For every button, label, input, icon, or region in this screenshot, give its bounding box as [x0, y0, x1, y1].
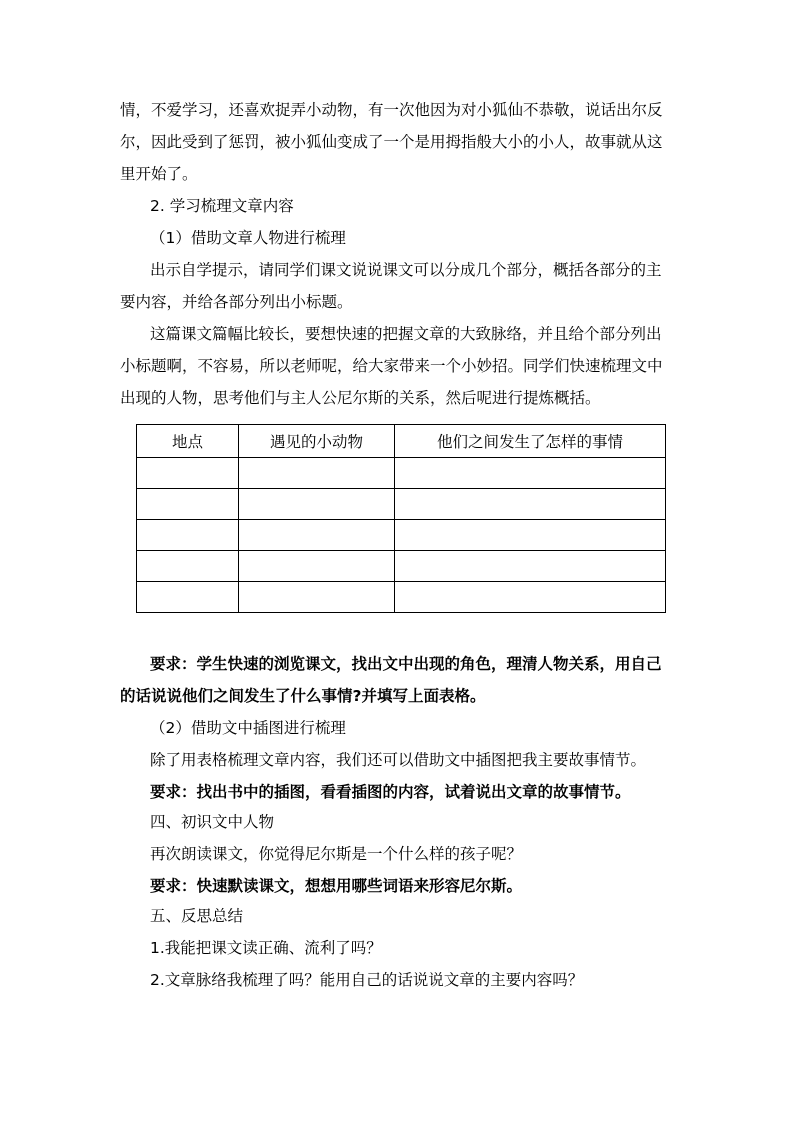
table-row — [137, 458, 666, 489]
table-row — [137, 582, 666, 613]
subsection-heading: （2）借助文中插图进行梳理 — [150, 719, 346, 737]
table-cell — [239, 582, 395, 613]
paragraph-line: 尔，因此受到了惩罚，被小狐仙变成了一个是用拇指般大小的小人，故事就从这 — [120, 133, 663, 151]
table-cell — [239, 458, 395, 489]
table-cell — [137, 582, 239, 613]
table-cell — [239, 489, 395, 520]
paragraph-line: 情，不爱学习，还喜欢捉弄小动物，有一次他因为对小狐仙不恭敬，说话出尔反 — [120, 101, 663, 119]
paragraph-line: 再次朗读课文，你觉得尼尔斯是一个什么样的孩子呢？ — [150, 845, 523, 863]
requirement-text: 要求：找出书中的插图，看看插图的内容，试着说出文章的故事情节。 — [150, 783, 631, 801]
table-cell — [137, 489, 239, 520]
paragraph-line: 要内容，并给各部分列出小标题。 — [120, 293, 353, 311]
summary-table — [136, 424, 666, 613]
paragraph-line: 除了用表格梳理文章内容，我们还可以借助文中插图把我主要故事情节。 — [150, 751, 647, 769]
paragraph-line: 里开始了。 — [120, 165, 198, 183]
section-heading: 2. 学习梳理文章内容 — [150, 197, 294, 215]
requirement-text: 要求：学生快速的浏览课文，找出文中出现的角色，理清人物关系，用自己 — [150, 655, 662, 673]
subsection-heading: （1）借助文章人物进行梳理 — [150, 229, 346, 247]
paragraph-line: 出现的人物，思考他们与主人公尼尔斯的关系，然后呢进行提炼概括。 — [120, 389, 601, 407]
table-cell — [395, 582, 666, 613]
table-cell — [137, 551, 239, 582]
table-row — [137, 489, 666, 520]
paragraph-line: 出示自学提示，请同学们课文说说课文可以分成几个部分，概括各部分的主 — [150, 261, 662, 279]
table-header-cell: 地点 — [137, 425, 239, 458]
table-cell — [239, 520, 395, 551]
table-cell — [137, 520, 239, 551]
table-row — [137, 551, 666, 582]
reflection-question: 1.我能把课文读正确、流利了吗？ — [150, 939, 382, 957]
section-heading: 五、反思总结 — [150, 907, 244, 925]
table-cell — [395, 551, 666, 582]
paragraph-line: 这篇课文篇幅比较长，要想快速的把握文章的大致脉络，并且给个部分列出 — [150, 325, 662, 343]
requirement-text: 要求：快速默读课文，想想用哪些词语来形容尼尔斯。 — [150, 877, 523, 895]
requirement-text: 的话说说他们之间发生了什么事情?并填写上面表格。 — [120, 687, 486, 705]
table-cell — [137, 458, 239, 489]
reflection-question: 2.文章脉络我梳理了吗？能用自己的话说说文章的主要内容吗？ — [150, 971, 584, 989]
section-heading: 四、初识文中人物 — [150, 813, 275, 831]
table-cell — [395, 489, 666, 520]
table-header-row — [137, 425, 666, 458]
table-cell — [239, 551, 395, 582]
paragraph-line: 小标题啊，不容易，所以老师呢，给大家带来一个小妙招。同学们快速梳理文中 — [120, 357, 663, 375]
table-header-cell: 他们之间发生了怎样的事情 — [395, 425, 666, 458]
table-cell — [395, 520, 666, 551]
table-cell — [395, 458, 666, 489]
table-row — [137, 520, 666, 551]
table-header-cell: 遇见的小动物 — [239, 425, 395, 458]
